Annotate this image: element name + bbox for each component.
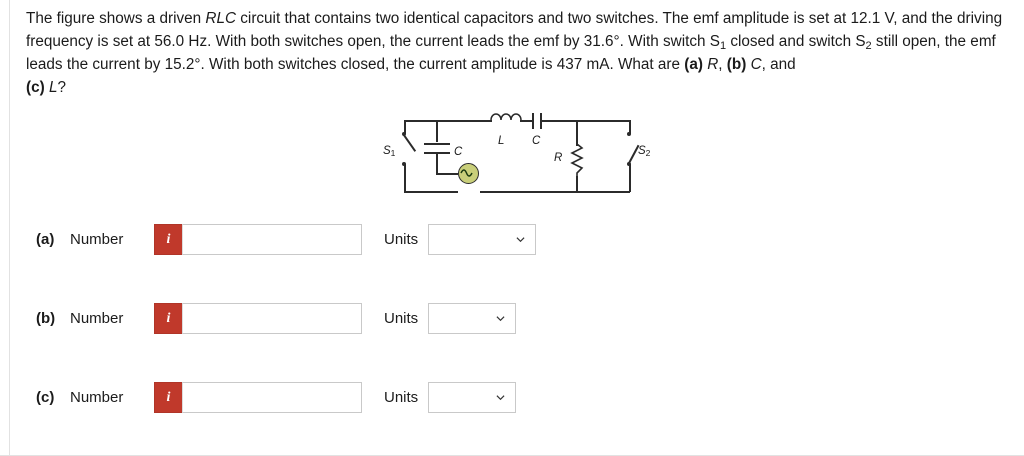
- chevron-down-icon: [516, 235, 525, 244]
- answer-c-input-group: [154, 382, 362, 413]
- answer-row-b: [36, 303, 516, 334]
- answer-b-number-word: Number: [70, 310, 124, 327]
- answer-a-number-word: Number: [70, 231, 124, 248]
- answer-c-number-input[interactable]: [182, 382, 362, 413]
- answer-c-units-select[interactable]: [428, 382, 516, 413]
- switch-s2-node-bottom: [627, 162, 631, 166]
- problem-text-s2-sub: 2: [865, 39, 872, 52]
- switch-s1-arm[interactable]: [403, 134, 416, 151]
- problem-text-s1-sub: 1: [719, 39, 727, 52]
- switch-s2-label: S2: [638, 145, 651, 159]
- answer-a-number-input[interactable]: [182, 224, 362, 255]
- ask-b-label: (b): [726, 56, 747, 73]
- info-icon[interactable]: i: [154, 224, 182, 255]
- wire-bottom-left: [404, 191, 458, 193]
- switch-s1-label: S1: [383, 145, 396, 159]
- ask-a-label: (a): [684, 56, 703, 73]
- answer-a-input-group: [154, 224, 362, 255]
- switch-s1-node-bottom: [402, 162, 406, 166]
- wire-r-branch-lower: [576, 176, 578, 192]
- ask-c-label: (c): [26, 78, 45, 96]
- answer-c-key: (c): [36, 389, 55, 406]
- capacitor-top-plate-left: [532, 113, 534, 129]
- problem-text-b: circuit that contains two identical capacitors and two switches. The emf amplitude is set at 12.1 V, and the driving frequency is set at 56.0 Hz. With both switches open, the current leads the emf by 31.6°. With switch S: [26, 10, 1003, 50]
- problem-statement: The figure shows a driven RLC circuit that contains two identical capacitors and two switches. The emf amplitude is set at 12.1 V, and the driving frequency is set at 56.0 Hz. With both switches open, the current leads the emf by 31.6°. With switch $S_1$ closed and switch $S_2$ still open, the emf leads the current by 15.2°. With both switches closed, the current amplitude is 437 mA. What are (a) R, (b) C, and (c) L?: [26, 10, 1003, 96]
- answer-b-units-select[interactable]: [428, 303, 516, 334]
- ac-source-icon: [458, 163, 479, 184]
- capacitor-top-label: C: [532, 135, 541, 147]
- capacitor-left-plate-bottom: [424, 152, 450, 154]
- page-left-rule: [9, 0, 10, 456]
- capacitor-left-plate-top: [424, 143, 450, 145]
- ask-a-var: R: [707, 56, 719, 73]
- wire-source-lead-left: [436, 173, 458, 175]
- switch-s2-node-top: [627, 132, 631, 136]
- answer-row-a: [36, 224, 536, 255]
- circuit-figure: [380, 112, 670, 208]
- capacitor-top-plate-right: [540, 113, 542, 129]
- ask-end: ?: [57, 78, 66, 96]
- answer-b-units-word: Units: [384, 310, 419, 327]
- answer-c-units-word: Units: [384, 389, 419, 406]
- info-icon[interactable]: i: [154, 382, 182, 413]
- problem-text-d: still open, the emf leads the current by 15.2°. With both switches closed, the current amplitude is 437 mA. What are: [26, 32, 996, 73]
- answer-b-number-input[interactable]: [182, 303, 362, 334]
- chevron-down-icon: [496, 314, 505, 323]
- wire-cap-branch-bottom: [436, 154, 438, 174]
- wire-top-left2: [436, 120, 476, 122]
- wire-top-left: [404, 120, 436, 122]
- answer-b-key: (b): [36, 310, 56, 327]
- inductor-coils: [490, 110, 522, 124]
- inductor-label: L: [498, 135, 505, 147]
- chevron-down-icon: [496, 393, 505, 402]
- answer-b-input-group: [154, 303, 362, 334]
- answer-row-c: [36, 382, 516, 413]
- wire-cap-branch-top: [436, 120, 438, 142]
- answer-c-number-word: Number: [70, 389, 124, 406]
- resistor-zigzag: [569, 144, 585, 178]
- problem-text-c: closed and switch S: [726, 32, 866, 50]
- problem-text-a: The figure shows a driven: [26, 10, 206, 27]
- answer-a-units-word: Units: [384, 231, 419, 248]
- problem-text-rlc: RLC: [205, 10, 237, 27]
- wire-left-lower: [404, 164, 406, 192]
- wire-right-lower: [629, 164, 631, 192]
- answer-a-units-select[interactable]: [428, 224, 536, 255]
- wire-r-branch-upper: [576, 120, 578, 146]
- switch-s1-node-top: [402, 132, 406, 136]
- ask-and: , and: [761, 56, 796, 73]
- wire-cap-to-right: [542, 120, 630, 122]
- wire-bottom-right: [480, 191, 630, 193]
- resistor-label: R: [554, 152, 563, 164]
- info-icon[interactable]: i: [154, 303, 182, 334]
- answer-a-key: (a): [36, 231, 55, 248]
- ask-c-var: L: [48, 78, 58, 96]
- ask-b-var: C: [750, 56, 762, 73]
- capacitor-left-label: C: [454, 146, 463, 158]
